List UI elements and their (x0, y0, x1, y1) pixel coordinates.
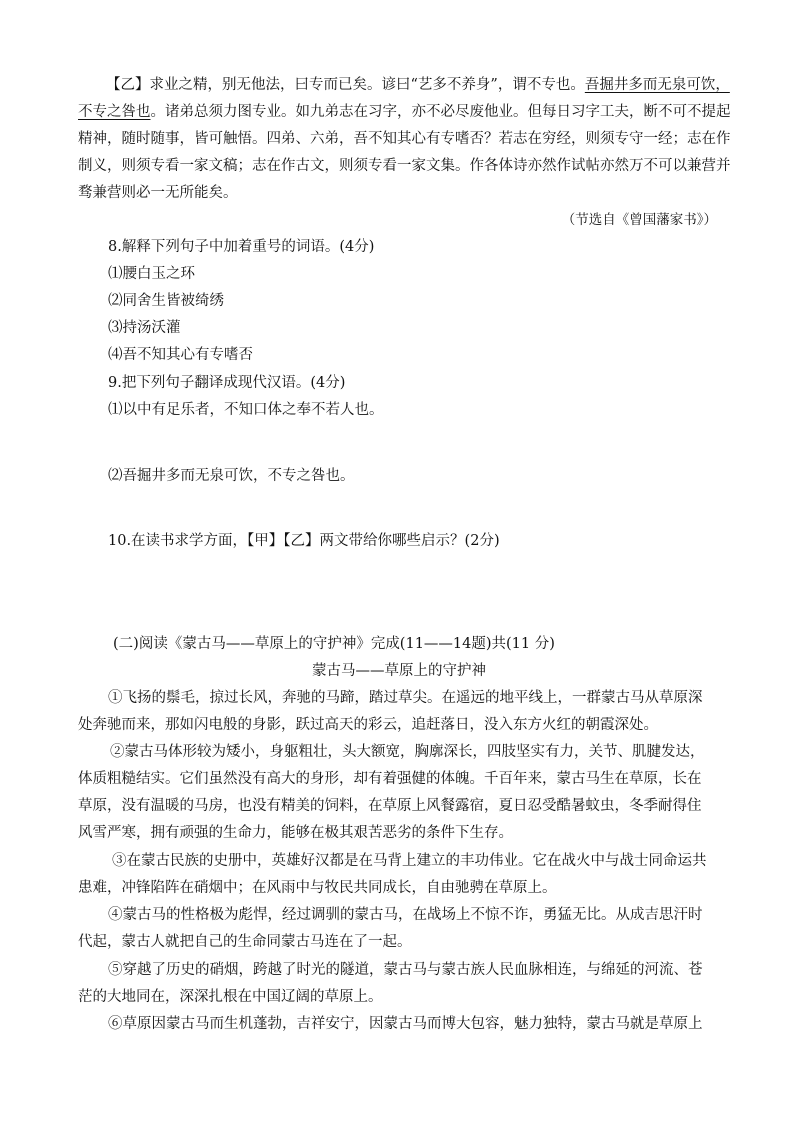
paragraph-5-line-2: 茫的大地同在，深深扎根在中国辽阔的草原上。 (78, 989, 383, 1005)
question-8: 8.解释下列句子中加着重号的词语。(4分) (108, 239, 375, 255)
question-9: 9.把下列句子翻译成现代汉语。(4分) (108, 375, 346, 391)
passage-yi-line-3: 精神，随时随事，皆可触悟。四弟、六弟，吾不知其心有专嗜否？若志在穷经，则须专守一经；志在作 (78, 131, 731, 147)
paragraph-6-line-1: ⑥草原因蒙古马而生机蓬勃，吉祥安宁，因蒙古马而博大包容，魅力独特，蒙古马就是草原上 (108, 1016, 703, 1032)
paragraph-2-line-1: ②蒙古马体形较为矮小，身躯粗壮，头大额宽，胸廓深长，四肢坚实有力，关节、肌腱发达， (110, 744, 705, 760)
underlined-sentence: 吾掘井多而无泉可饮， (584, 77, 730, 93)
section-heading: (二)阅读《蒙古马——草原上的守护神》完成(11——14题)共(11 分) (113, 636, 555, 652)
paragraph-2-line-2: 体质粗糙结实。它们虽然没有高大的身形，却有着强健的体魄。千百年来，蒙古马生在草原，长在 (78, 771, 702, 787)
paragraph-1-line-2: 处奔驰而来，那如闪电般的身影，跃过高天的彩云，追赶落日，没入东方火红的朝霞深处。 (78, 717, 658, 733)
article-title: 蒙古马——草原上的守护神 (312, 663, 486, 679)
passage-yi-line-1 (106, 75, 730, 95)
source-citation: （节选自《曾国藩家书》） (561, 212, 717, 228)
paragraph-1-line-1: ①飞扬的鬃毛，掠过长风，奔驰的马蹄，踏过草尖。在遥远的地平线上，一群蒙古马从草原深 (108, 690, 703, 706)
paragraph-3-line-1: ③在蒙古民族的史册中，英雄好汉都是在马背上建立的丰功伟业。它在战火中与战士同命运共 (112, 853, 707, 869)
passage-yi-line-5: 骛兼营则必一无所能矣。 (78, 185, 238, 201)
question-8-item-3: ⑶持汤沃灌 (108, 320, 181, 336)
question-10: 10.在读书求学方面，【甲】【乙】两文带给你哪些启示？(2分) (108, 533, 500, 549)
paragraph-3-line-2: 患难，冲锋陷阵在硝烟中；在风雨中与牧民共同成长，自由驰骋在草原上。 (78, 880, 557, 896)
paragraph-5-line-1: ⑤穿越了历史的硝烟，跨越了时光的隧道，蒙古马与蒙古族人民血脉相连，与绵延的河流、苍 (108, 962, 703, 978)
passage-yi-line-4: 制义，则须专看一家文稿；志在作古文，则须专看一家文集。作各体诗亦然作试帖亦然万不可以兼营并 (78, 158, 731, 174)
passage-yi-line-2 (78, 102, 731, 122)
question-9-item-2: ⑵吾掘井多而无泉可饮，不专之咎也。 (108, 468, 355, 484)
paragraph-4-line-1: ④蒙古马的性格极为彪悍，经过调驯的蒙古马，在战场上不惊不诈，勇猛无比。从成吉思汗时 (108, 907, 703, 923)
question-8-item-2: ⑵同舍生皆被绮绣 (108, 293, 224, 309)
passage-yi-text: 。诸弟总须力图专业。如九弟志在习字，亦不必尽废他业。但每日习字工夫，断不可不提起 (150, 104, 731, 120)
paragraph-2-line-3: 草原，没有温暖的马房，也没有精美的饲料，在草原上风餐露宿，夏日忍受酷暑蚊虫，冬季耐得住 (78, 798, 702, 814)
underlined-sentence: 不专之咎也 (78, 104, 151, 120)
paragraph-4-line-2: 代起，蒙古人就把自己的生命同蒙古马连在了一起。 (78, 934, 412, 950)
paragraph-2-line-4: 风雪严寒，拥有顽强的生命力，能够在极其艰苦恶劣的条件下生存。 (78, 825, 513, 841)
question-8-item-4: ⑷吾不知其心有专嗜否 (108, 347, 253, 363)
question-8-item-1: ⑴腰白玉之环 (108, 266, 195, 282)
question-9-item-1: ⑴以中有足乐者，不知口体之奉不若人也。 (108, 402, 384, 418)
passage-yi-text: 【乙】求业之精，别无他法，曰专而已矣。谚曰“艺多不养身”，谓不专也。 (106, 77, 585, 93)
